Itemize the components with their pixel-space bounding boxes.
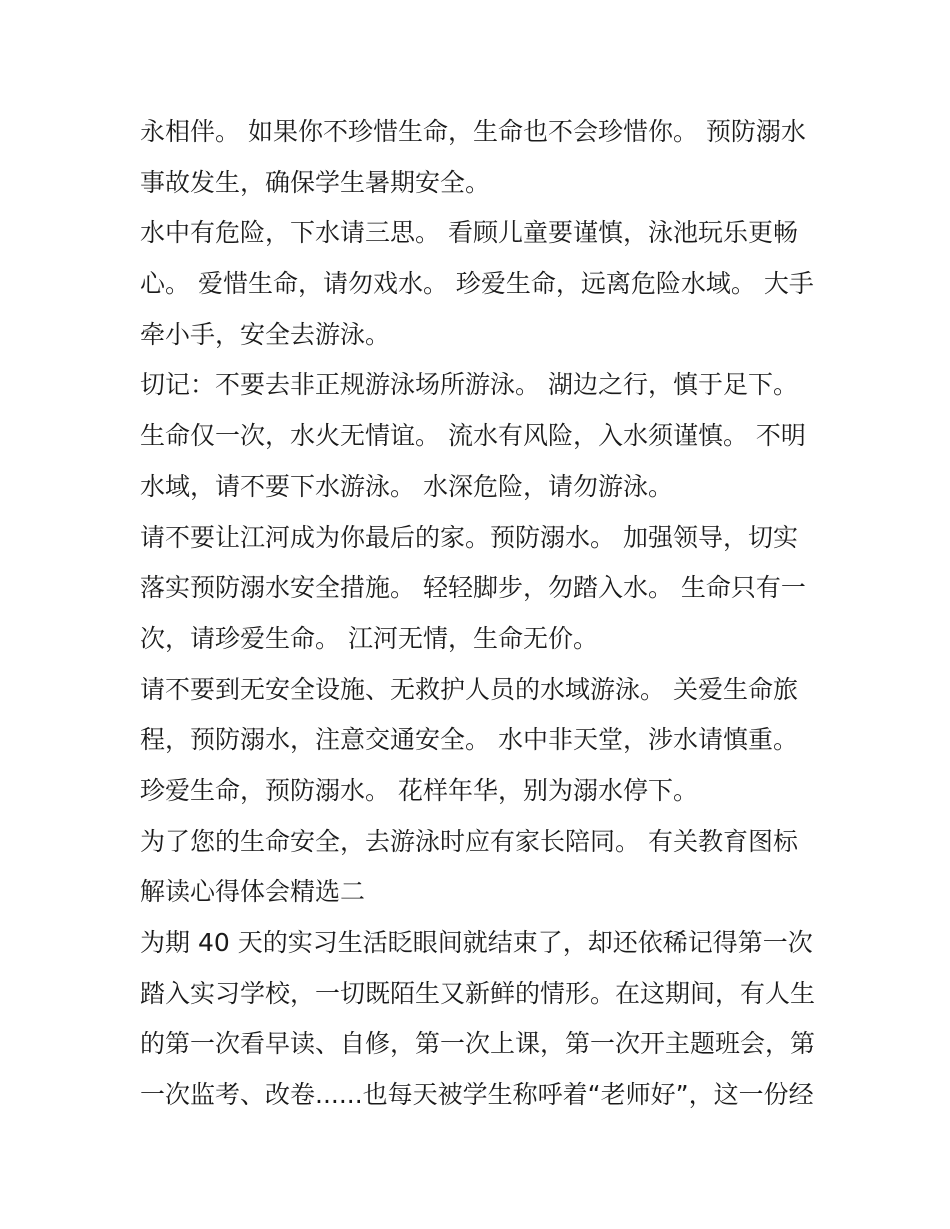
text-line: 请不要到无安全设施、无救护人员的水域游泳。 关爱生命旅 — [140, 674, 798, 704]
text-line: 永相伴。 如果你不珍惜生命，生命也不会珍惜你。 预防溺水 — [140, 117, 806, 146]
document-body — [140, 107, 820, 1121]
text-line: 次，请珍爱生命。 江河无情，生命无价。 — [140, 623, 598, 653]
text-line: 事故发生，确保学生暑期安全。 — [140, 167, 491, 197]
text-line: 心。 爱惜生命，请勿戏水。 珍爱生命，远离危险水域。 大手 — [140, 269, 814, 299]
text-line: 生命仅一次，水火无情谊。 流水有风险，入水须谨慎。 不明 — [140, 421, 806, 451]
text-line: 落实预防溺水安全措施。 轻轻脚步，勿踏入水。 生命只有一 — [140, 573, 806, 603]
text-line: 踏入实习学校，一切既陌生又新鲜的情形。在这期间，有人生 — [140, 978, 816, 1008]
text-line: 水中有危险，下水请三思。 看顾儿童要谨慎，泳池玩乐更畅 — [140, 218, 798, 248]
section-heading: 解读心得体会精选二 — [140, 877, 366, 907]
text-line: 珍爱生命，预防溺水。 花样年华，别为溺水停下。 — [140, 775, 698, 805]
text-line: 程，预防溺水，注意交通安全。 水中非天堂，涉水请慎重。 — [140, 725, 798, 755]
text-line: 切记：不要去非正规游泳场所游泳。 湖边之行，慎于足下。 — [140, 370, 798, 400]
text-line: 请不要让江河成为你最后的家。预防溺水。 加强领导，切实 — [140, 522, 798, 552]
text-line: 水域，请不要下水游泳。 水深危险，请勿游泳。 — [140, 471, 673, 501]
text-line: 为了您的生命安全，去游泳时应有家长陪同。 有关教育图标 — [140, 826, 798, 856]
text-line: 为期 40 天的实习生活眨眼间就结束了，却还依稀记得第一次 — [140, 928, 813, 957]
text-line: 一次监考、改卷......也每天被学生称呼着“老师好”，这一份经 — [140, 1080, 814, 1110]
text-line: 的第一次看早读、自修，第一次上课，第一次开主题班会，第 — [140, 1029, 816, 1059]
text-line: 牵小手，安全去游泳。 — [140, 319, 391, 349]
